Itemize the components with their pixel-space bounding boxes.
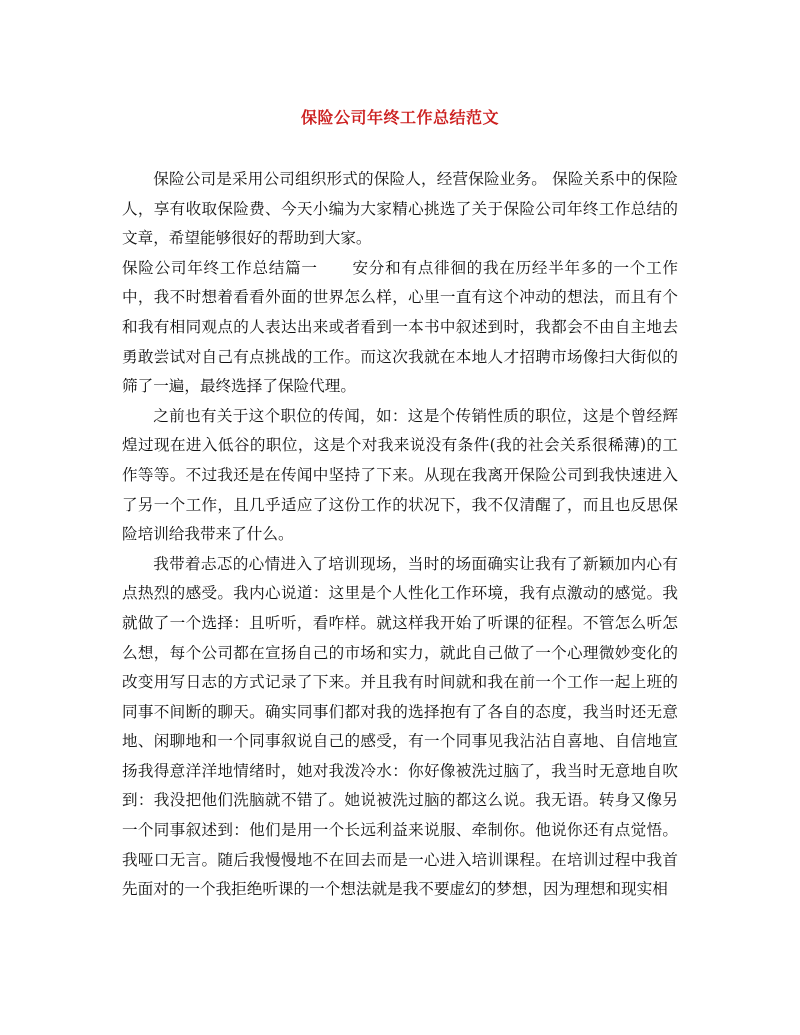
paragraph-rumors: 之前也有关于这个职位的传闻，如：这是个传销性质的职位，这是个曾经辉煌过现在进入低谷的职位，这是个对我来说没有条件(我的社会关系很稀薄)的工作等等。不过我还是在传闻中坚持了下来。从现在我离开保险公司到我快速进入了另一个工作，且几乎适应了这份工作的状况下，我不仅清醒了，而且也反思保险培训给我带来了什么。 xyxy=(122,406,678,544)
section-text: 安分和有点徘徊的我在历经半年多的一个工作中，我不时想着看看外面的世界怎么样，心里一直有这个冲动的想法，而且有个和我有相同观点的人表达出来或者看到一本书中叙述到时，我都会不由自主地去勇敢尝试对自己有点挑战的工作。而这次我就在本地人才招聘市场像扫大街似的筛了一遍，最终选择了保险代理。 xyxy=(122,258,678,396)
section-heading: 保险公司年终工作总结篇一 xyxy=(122,258,318,277)
paragraph-section-one xyxy=(122,254,678,402)
paragraph-training: 我带着忐忑的心情进入了培训现场，当时的场面确实让我有了新颖加内心有点热烈的感受。我内心说道：这里是个人性化工作环境，我有点激动的感觉。我就做了一个选择：且听听，看咋样。就这样我开始了听课的征程。不管怎么听怎么想，每个公司都在宣扬自己的市场和实力，就此自己做了一个心理微妙变化的改变用写日志的方式记录了下来。并且我有时间就和我在前一个工作一起上班的同事不间断的聊天。确实同事们都对我的选择抱有了各自的态度，我当时还无意地、闲聊地和一个同事叙说自己的感受，有一个同事见我沾沾自喜地、自信地宣扬我得意洋洋地情绪时，她对我泼冷水：你好像被洗过脑了，我当时无意地自吹到：我没把他们洗脑就不错了。她说被洗过脑的都这么说。我无语。转身又像另一个同事叙述到：他们是用一个长远利益来说服、牵制你。他说你还有点觉悟。我哑口无言。随后我慢慢地不在回去而是一心进入培训课程。在培训过程中我首先面对的一个我拒绝听课的一个想法就是我不要虚幻的梦想，因为理想和现实相 xyxy=(122,554,678,899)
document-title: 保险公司年终工作总结范文 xyxy=(300,108,499,127)
paragraph-intro: 保险公司是采用公司组织形式的保险人，经营保险业务。 保险关系中的保险人，享有收取保险费、今天小编为大家精心挑选了关于保险公司年终工作总结的文章，希望能够很好的帮助到大家。 xyxy=(122,170,678,248)
document-body xyxy=(122,165,678,905)
